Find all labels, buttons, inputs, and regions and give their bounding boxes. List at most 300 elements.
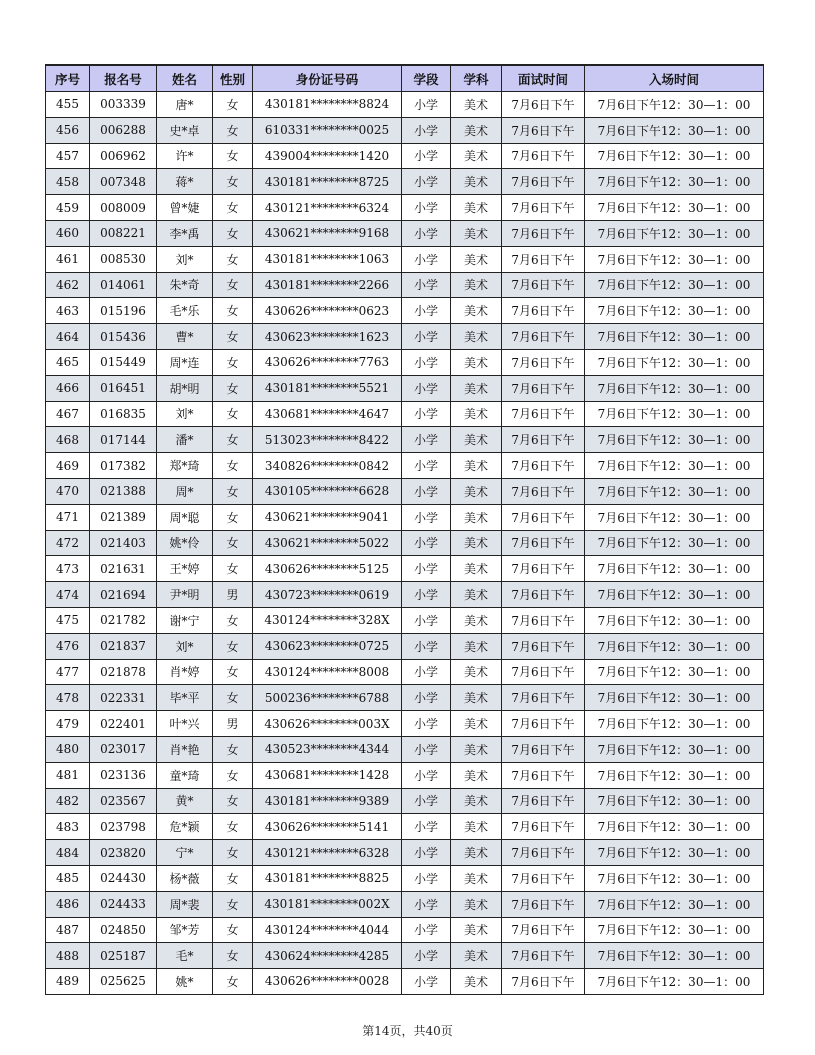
cell-entry-time: 7月6日下午12：30—1：00 [585,659,764,685]
cell-id-number: 430181********8725 [253,169,402,195]
cell-gender: 女 [213,969,253,995]
cell-stage: 小学 [402,891,451,917]
cell-entry-time: 7月6日下午12：30—1：00 [585,169,764,195]
cell-entry-time: 7月6日下午12：30—1：00 [585,272,764,298]
cell-reg-no: 016835 [90,401,157,427]
cell-seq: 481 [46,762,90,788]
cell-seq: 473 [46,556,90,582]
cell-stage: 小学 [402,917,451,943]
table-row [46,556,764,582]
cell-entry-time: 7月6日下午12：30—1：00 [585,633,764,659]
cell-stage: 小学 [402,840,451,866]
cell-stage: 小学 [402,272,451,298]
table-row [46,92,764,118]
cell-interview-time: 7月6日下午 [502,117,585,143]
cell-stage: 小学 [402,246,451,272]
table-row [46,117,764,143]
cell-name: 谢*宁 [157,607,213,633]
cell-reg-no: 006288 [90,117,157,143]
cell-reg-no: 021403 [90,530,157,556]
cell-interview-time: 7月6日下午 [502,375,585,401]
cell-gender: 女 [213,375,253,401]
table-row [46,814,764,840]
cell-reg-no: 023798 [90,814,157,840]
table-row [46,865,764,891]
cell-id-number: 430105********6628 [253,478,402,504]
cell-seq: 461 [46,246,90,272]
cell-gender: 女 [213,92,253,118]
cell-reg-no: 017382 [90,453,157,479]
cell-entry-time: 7月6日下午12：30—1：00 [585,943,764,969]
cell-id-number: 430181********8824 [253,92,402,118]
cell-seq: 470 [46,478,90,504]
cell-id-number: 430181********002X [253,891,402,917]
cell-gender: 女 [213,195,253,221]
cell-id-number: 430621********9168 [253,220,402,246]
cell-seq: 471 [46,504,90,530]
cell-gender: 女 [213,478,253,504]
cell-gender: 女 [213,117,253,143]
cell-interview-time: 7月6日下午 [502,736,585,762]
cell-gender: 女 [213,633,253,659]
cell-name: 周*连 [157,349,213,375]
cell-interview-time: 7月6日下午 [502,582,585,608]
cell-stage: 小学 [402,504,451,530]
cell-entry-time: 7月6日下午12：30—1：00 [585,865,764,891]
cell-name: 许* [157,143,213,169]
cell-name: 朱*奇 [157,272,213,298]
cell-reg-no: 022401 [90,711,157,737]
cell-interview-time: 7月6日下午 [502,865,585,891]
cell-id-number: 430626********5141 [253,814,402,840]
cell-gender: 女 [213,220,253,246]
cell-entry-time: 7月6日下午12：30—1：00 [585,582,764,608]
cell-interview-time: 7月6日下午 [502,891,585,917]
cell-stage: 小学 [402,788,451,814]
cell-entry-time: 7月6日下午12：30—1：00 [585,143,764,169]
cell-reg-no: 021389 [90,504,157,530]
cell-gender: 女 [213,272,253,298]
cell-name: 潘* [157,427,213,453]
cell-subject: 美术 [451,840,502,866]
cell-name: 毕*平 [157,685,213,711]
cell-subject: 美术 [451,969,502,995]
cell-entry-time: 7月6日下午12：30—1：00 [585,220,764,246]
cell-subject: 美术 [451,530,502,556]
roster-sheet [45,64,763,995]
header-col-seq: 序号 [46,65,90,92]
cell-entry-time: 7月6日下午12：30—1：00 [585,556,764,582]
cell-name: 黄* [157,788,213,814]
cell-subject: 美术 [451,556,502,582]
cell-seq: 484 [46,840,90,866]
cell-seq: 467 [46,401,90,427]
cell-seq: 456 [46,117,90,143]
cell-entry-time: 7月6日下午12：30—1：00 [585,917,764,943]
cell-seq: 477 [46,659,90,685]
cell-reg-no: 021631 [90,556,157,582]
cell-interview-time: 7月6日下午 [502,92,585,118]
cell-entry-time: 7月6日下午12：30—1：00 [585,246,764,272]
cell-seq: 489 [46,969,90,995]
cell-id-number: 430626********5125 [253,556,402,582]
cell-entry-time: 7月6日下午12：30—1：00 [585,969,764,995]
cell-gender: 女 [213,349,253,375]
cell-reg-no: 007348 [90,169,157,195]
cell-seq: 478 [46,685,90,711]
cell-stage: 小学 [402,401,451,427]
table-row [46,246,764,272]
cell-subject: 美术 [451,298,502,324]
cell-seq: 472 [46,530,90,556]
cell-reg-no: 023820 [90,840,157,866]
cell-stage: 小学 [402,969,451,995]
cell-subject: 美术 [451,272,502,298]
cell-gender: 女 [213,865,253,891]
cell-name: 童*琦 [157,762,213,788]
cell-interview-time: 7月6日下午 [502,814,585,840]
cell-name: 胡*明 [157,375,213,401]
cell-name: 刘* [157,633,213,659]
cell-reg-no: 025625 [90,969,157,995]
cell-subject: 美术 [451,788,502,814]
cell-name: 蒋* [157,169,213,195]
table-row [46,788,764,814]
cell-entry-time: 7月6日下午12：30—1：00 [585,711,764,737]
cell-gender: 女 [213,736,253,762]
table-row [46,943,764,969]
cell-reg-no: 014061 [90,272,157,298]
cell-entry-time: 7月6日下午12：30—1：00 [585,349,764,375]
cell-subject: 美术 [451,246,502,272]
cell-interview-time: 7月6日下午 [502,453,585,479]
cell-reg-no: 025187 [90,943,157,969]
cell-entry-time: 7月6日下午12：30—1：00 [585,736,764,762]
cell-seq: 487 [46,917,90,943]
cell-subject: 美术 [451,943,502,969]
cell-entry-time: 7月6日下午12：30—1：00 [585,607,764,633]
cell-entry-time: 7月6日下午12：30—1：00 [585,324,764,350]
cell-interview-time: 7月6日下午 [502,427,585,453]
cell-stage: 小学 [402,659,451,685]
cell-stage: 小学 [402,943,451,969]
cell-seq: 458 [46,169,90,195]
cell-name: 宁* [157,840,213,866]
table-row [46,195,764,221]
cell-id-number: 430623********1623 [253,324,402,350]
cell-subject: 美术 [451,169,502,195]
cell-subject: 美术 [451,349,502,375]
cell-name: 毛*乐 [157,298,213,324]
cell-reg-no: 024430 [90,865,157,891]
cell-gender: 女 [213,814,253,840]
cell-entry-time: 7月6日下午12：30—1：00 [585,478,764,504]
table-row [46,711,764,737]
cell-reg-no: 024433 [90,891,157,917]
cell-gender: 女 [213,298,253,324]
cell-gender: 女 [213,917,253,943]
table-row [46,169,764,195]
cell-name: 刘* [157,246,213,272]
cell-interview-time: 7月6日下午 [502,143,585,169]
cell-name: 危*颖 [157,814,213,840]
cell-reg-no: 023017 [90,736,157,762]
cell-id-number: 430121********6324 [253,195,402,221]
cell-stage: 小学 [402,762,451,788]
cell-interview-time: 7月6日下午 [502,324,585,350]
cell-reg-no: 021837 [90,633,157,659]
cell-gender: 女 [213,504,253,530]
table-row [46,349,764,375]
cell-id-number: 430626********7763 [253,349,402,375]
cell-reg-no: 022331 [90,685,157,711]
cell-reg-no: 021878 [90,659,157,685]
cell-id-number: 430621********9041 [253,504,402,530]
cell-seq: 469 [46,453,90,479]
cell-reg-no: 021782 [90,607,157,633]
table-row [46,324,764,350]
cell-reg-no: 015449 [90,349,157,375]
cell-name: 李*禹 [157,220,213,246]
table-row [46,891,764,917]
cell-name: 肖*艳 [157,736,213,762]
cell-name: 曹* [157,324,213,350]
header-col-name: 姓名 [157,65,213,92]
table-row [46,840,764,866]
cell-stage: 小学 [402,556,451,582]
cell-entry-time: 7月6日下午12：30—1：00 [585,814,764,840]
cell-reg-no: 024850 [90,917,157,943]
cell-gender: 男 [213,582,253,608]
cell-stage: 小学 [402,220,451,246]
cell-entry-time: 7月6日下午12：30—1：00 [585,427,764,453]
table-row [46,530,764,556]
cell-subject: 美术 [451,607,502,633]
cell-id-number: 430124********328X [253,607,402,633]
cell-entry-time: 7月6日下午12：30—1：00 [585,195,764,221]
cell-gender: 女 [213,401,253,427]
table-row [46,685,764,711]
cell-seq: 457 [46,143,90,169]
cell-interview-time: 7月6日下午 [502,220,585,246]
cell-subject: 美术 [451,117,502,143]
cell-stage: 小学 [402,427,451,453]
cell-id-number: 430681********1428 [253,762,402,788]
cell-subject: 美术 [451,762,502,788]
table-body [46,92,764,995]
table-row [46,917,764,943]
cell-seq: 475 [46,607,90,633]
cell-gender: 女 [213,453,253,479]
cell-stage: 小学 [402,478,451,504]
cell-subject: 美术 [451,633,502,659]
cell-stage: 小学 [402,607,451,633]
cell-seq: 474 [46,582,90,608]
cell-name: 姚*伶 [157,530,213,556]
table-row [46,427,764,453]
table-row [46,478,764,504]
cell-interview-time: 7月6日下午 [502,298,585,324]
cell-seq: 479 [46,711,90,737]
cell-gender: 女 [213,762,253,788]
cell-id-number: 430181********1063 [253,246,402,272]
cell-interview-time: 7月6日下午 [502,969,585,995]
cell-interview-time: 7月6日下午 [502,633,585,659]
cell-id-number: 610331********0025 [253,117,402,143]
cell-entry-time: 7月6日下午12：30—1：00 [585,298,764,324]
cell-gender: 女 [213,556,253,582]
cell-stage: 小学 [402,298,451,324]
cell-subject: 美术 [451,891,502,917]
table-row [46,736,764,762]
cell-name: 周*裴 [157,891,213,917]
cell-interview-time: 7月6日下午 [502,556,585,582]
cell-seq: 482 [46,788,90,814]
cell-stage: 小学 [402,685,451,711]
cell-entry-time: 7月6日下午12：30—1：00 [585,840,764,866]
cell-stage: 小学 [402,143,451,169]
cell-seq: 459 [46,195,90,221]
cell-entry-time: 7月6日下午12：30—1：00 [585,504,764,530]
cell-name: 毛* [157,943,213,969]
cell-gender: 女 [213,685,253,711]
cell-interview-time: 7月6日下午 [502,762,585,788]
cell-id-number: 430621********5022 [253,530,402,556]
cell-entry-time: 7月6日下午12：30—1：00 [585,530,764,556]
cell-name: 唐* [157,92,213,118]
table-row [46,607,764,633]
cell-interview-time: 7月6日下午 [502,685,585,711]
cell-subject: 美术 [451,917,502,943]
table-row [46,659,764,685]
cell-reg-no: 017144 [90,427,157,453]
table-row [46,220,764,246]
cell-entry-time: 7月6日下午12：30—1：00 [585,685,764,711]
cell-gender: 女 [213,427,253,453]
table-row [46,582,764,608]
cell-gender: 女 [213,169,253,195]
cell-reg-no: 021388 [90,478,157,504]
cell-id-number: 430681********4647 [253,401,402,427]
cell-interview-time: 7月6日下午 [502,917,585,943]
cell-entry-time: 7月6日下午12：30—1：00 [585,375,764,401]
cell-id-number: 439004********1420 [253,143,402,169]
cell-subject: 美术 [451,736,502,762]
cell-stage: 小学 [402,530,451,556]
cell-subject: 美术 [451,504,502,530]
cell-interview-time: 7月6日下午 [502,246,585,272]
cell-name: 周* [157,478,213,504]
cell-subject: 美术 [451,865,502,891]
cell-interview-time: 7月6日下午 [502,788,585,814]
cell-gender: 女 [213,530,253,556]
cell-subject: 美术 [451,401,502,427]
cell-subject: 美术 [451,814,502,840]
header-col-interview-time: 面试时间 [502,65,585,92]
cell-id-number: 430624********4285 [253,943,402,969]
header-col-subject: 学科 [451,65,502,92]
cell-stage: 小学 [402,195,451,221]
cell-seq: 468 [46,427,90,453]
cell-id-number: 430181********5521 [253,375,402,401]
cell-subject: 美术 [451,582,502,608]
cell-interview-time: 7月6日下午 [502,478,585,504]
cell-name: 郑*琦 [157,453,213,479]
cell-name: 王*婷 [157,556,213,582]
cell-stage: 小学 [402,865,451,891]
cell-entry-time: 7月6日下午12：30—1：00 [585,453,764,479]
cell-reg-no: 008221 [90,220,157,246]
cell-seq: 462 [46,272,90,298]
cell-seq: 463 [46,298,90,324]
cell-stage: 小学 [402,582,451,608]
cell-stage: 小学 [402,453,451,479]
cell-interview-time: 7月6日下午 [502,504,585,530]
table-row [46,401,764,427]
cell-id-number: 500236********6788 [253,685,402,711]
cell-gender: 女 [213,659,253,685]
cell-id-number: 430181********9389 [253,788,402,814]
cell-reg-no: 008009 [90,195,157,221]
cell-stage: 小学 [402,736,451,762]
table-row [46,453,764,479]
cell-id-number: 513023********8422 [253,427,402,453]
cell-gender: 女 [213,840,253,866]
cell-reg-no: 023567 [90,788,157,814]
cell-reg-no: 008530 [90,246,157,272]
cell-seq: 476 [46,633,90,659]
cell-gender: 女 [213,143,253,169]
cell-subject: 美术 [451,220,502,246]
cell-seq: 483 [46,814,90,840]
cell-id-number: 430181********2266 [253,272,402,298]
cell-interview-time: 7月6日下午 [502,195,585,221]
cell-id-number: 430623********0725 [253,633,402,659]
cell-subject: 美术 [451,375,502,401]
table-row [46,143,764,169]
cell-name: 曾*婕 [157,195,213,221]
cell-stage: 小学 [402,92,451,118]
cell-entry-time: 7月6日下午12：30—1：00 [585,788,764,814]
cell-seq: 488 [46,943,90,969]
cell-name: 史*卓 [157,117,213,143]
cell-name: 姚* [157,969,213,995]
cell-gender: 女 [213,891,253,917]
cell-id-number: 430124********4044 [253,917,402,943]
cell-reg-no: 023136 [90,762,157,788]
cell-interview-time: 7月6日下午 [502,840,585,866]
header-col-id-number: 身份证号码 [253,65,402,92]
cell-interview-time: 7月6日下午 [502,530,585,556]
cell-name: 叶*兴 [157,711,213,737]
header-col-stage: 学段 [402,65,451,92]
cell-stage: 小学 [402,633,451,659]
cell-reg-no: 021694 [90,582,157,608]
header-col-reg-no: 报名号 [90,65,157,92]
cell-subject: 美术 [451,143,502,169]
cell-subject: 美术 [451,478,502,504]
cell-subject: 美术 [451,453,502,479]
cell-id-number: 430124********8008 [253,659,402,685]
cell-id-number: 430523********4344 [253,736,402,762]
table-row [46,375,764,401]
cell-interview-time: 7月6日下午 [502,711,585,737]
cell-subject: 美术 [451,195,502,221]
cell-entry-time: 7月6日下午12：30—1：00 [585,401,764,427]
page-footer: 第14页，共40页 [362,1024,453,1038]
table-row [46,633,764,659]
table-row [46,969,764,995]
